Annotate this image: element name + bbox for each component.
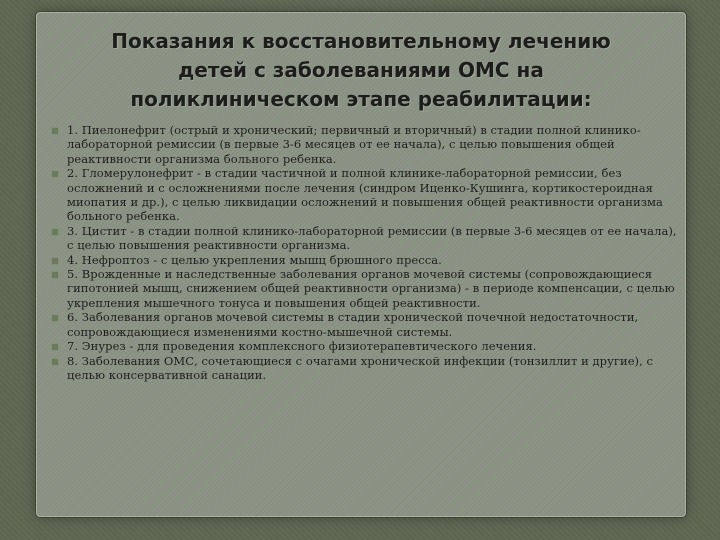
list-item-7 xyxy=(45,339,677,353)
list-item-text: 4. Нефроптоз - с целью укрепления мышц брюшного пресса. xyxy=(67,252,442,267)
slide-title xyxy=(37,13,685,114)
square-bullet-icon xyxy=(51,343,59,351)
list-item-8 xyxy=(45,354,677,383)
list-item-4 xyxy=(45,253,677,267)
list-item-text: 5. Врожденные и наследственные заболевания органов мочевой системы (сопровождающиеся гипотонией мышц, снижением общей реактивности организма) - в периоде компенсации, с целью укрепления мышечного тонуса и повышения общей реактивности. xyxy=(67,267,675,310)
title-line-2: детей с заболеваниями ОМС на xyxy=(178,58,544,82)
square-bullet-icon xyxy=(51,314,59,322)
list-item-6 xyxy=(45,310,677,339)
list-item-2 xyxy=(45,166,677,224)
list-item-3 xyxy=(45,224,677,253)
content-panel xyxy=(36,12,686,517)
list-item-text: 3. Цистит - в стадии полной клинико-лабораторной ремиссии (в первые 3-6 месяцев от ее начала), с целью повышения реактивности организма. xyxy=(67,223,677,253)
square-bullet-icon xyxy=(51,228,59,236)
list-item-5 xyxy=(45,267,677,310)
square-bullet-icon xyxy=(51,271,59,279)
title-line-1: Показания к восстановительному лечению xyxy=(111,29,611,53)
list-item-text: 8. Заболевания ОМС, сочетающиеся с очагами хронической инфекции (тонзиллит и другие), с целью консервативной санации. xyxy=(67,353,653,382)
list-item-1 xyxy=(45,123,677,166)
square-bullet-icon xyxy=(51,170,59,178)
square-bullet-icon xyxy=(51,358,59,366)
square-bullet-icon xyxy=(51,257,59,265)
list-item-text: 7. Энурез - для проведения комплексного физиотерапевтического лечения. xyxy=(67,339,537,354)
list-item-text: 2. Гломерулонефрит - в стадии частичной и полной клинике-лабораторной ремиссии, без осложнений и с осложнениями после лечения (синдром Иценко-Кушинга, кортикостероидная миопатия и др.), с целью ликвидации осложнений и повышения общей реактивности организма больного ребенка. xyxy=(67,166,663,224)
indications-list xyxy=(45,123,677,382)
list-item-text: 6. Заболевания органов мочевой системы в стадии хронической почечной недостаточности, сопровождающиеся изменениями костно-мышечной системы. xyxy=(67,310,639,339)
title-line-3: поликлиническом этапе реабилитации: xyxy=(130,87,592,111)
list-item-text: 1. Пиелонефрит (острый и хронический; первичный и вторичный) в стадии полной клинико-лабораторной ремиссии (в первые 3-6 месяцев от ее начала), с целью повышения общей реактивности организма больного ребенка. xyxy=(67,123,641,166)
indications-content xyxy=(45,123,677,382)
square-bullet-icon xyxy=(51,127,59,135)
